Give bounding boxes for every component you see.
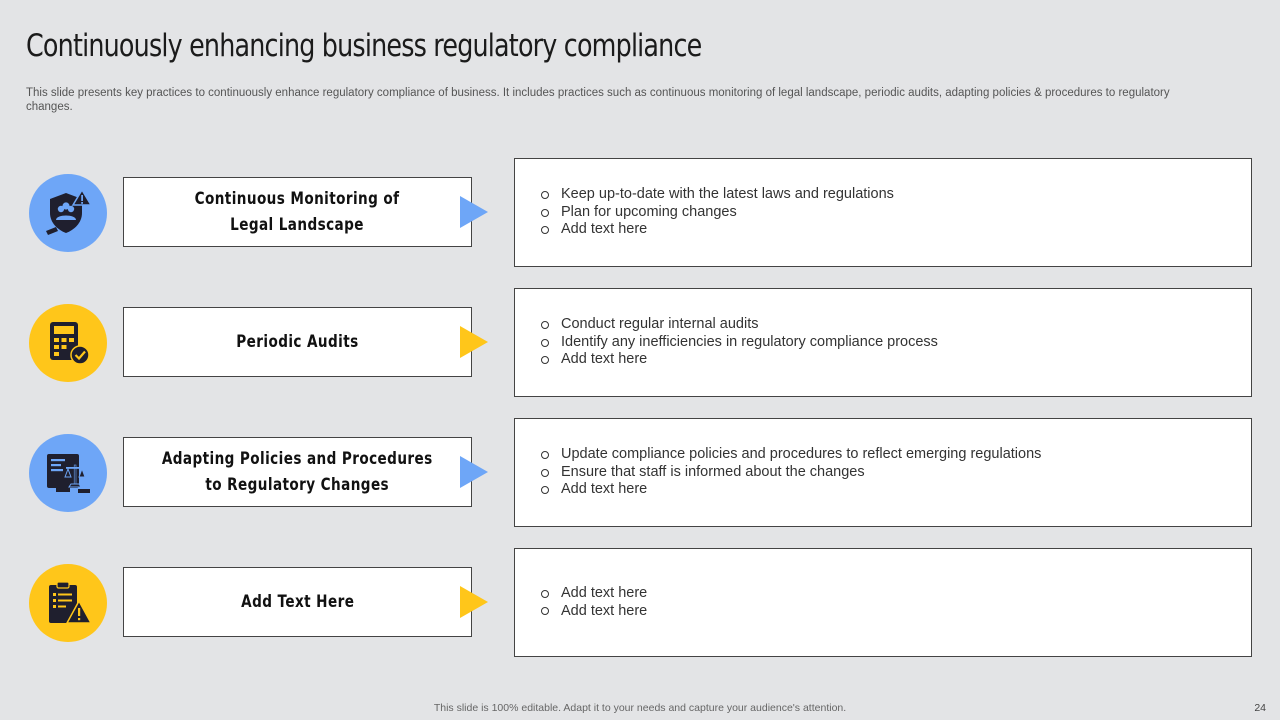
list-item: Identify any inefficiencies in regulatory compliance process (541, 334, 938, 352)
practice-row-policies (0, 418, 1280, 528)
practice-label-box (123, 307, 472, 377)
icon-circle (29, 174, 107, 252)
practice-row-add-text (0, 548, 1280, 658)
shield-people-warning-icon (44, 189, 92, 237)
practice-label: Adapting Policies and Procedures to Regulatory Changes (162, 449, 433, 495)
clipboard-warning-icon (44, 579, 92, 627)
list-item: Add text here (541, 481, 1041, 499)
arrow-right-icon (460, 586, 488, 618)
bullet-list (515, 446, 1041, 499)
circle-bullet-icon (541, 356, 549, 364)
circle-bullet-icon (541, 321, 549, 329)
circle-bullet-icon (541, 191, 549, 199)
bullet-list (515, 585, 647, 620)
practice-label-box (123, 177, 472, 247)
icon-circle (29, 304, 107, 382)
practice-detail-box (514, 418, 1252, 527)
circle-bullet-icon (541, 469, 549, 477)
calculator-check-icon (44, 319, 92, 367)
list-item: Ensure that staff is informed about the changes (541, 464, 1041, 482)
practice-detail-box (514, 158, 1252, 267)
bullet-list (515, 186, 894, 239)
practice-detail-box (514, 548, 1252, 657)
circle-bullet-icon (541, 226, 549, 234)
practice-row-monitoring (0, 158, 1280, 268)
practice-label: Continuous Monitoring of Legal Landscape (195, 189, 400, 235)
circle-bullet-icon (541, 209, 549, 217)
icon-circle (29, 434, 107, 512)
arrow-right-icon (460, 326, 488, 358)
practice-label: Add Text Here (240, 592, 355, 612)
list-item: Plan for upcoming changes (541, 204, 894, 222)
bullet-list (515, 316, 938, 369)
practice-detail-box (514, 288, 1252, 397)
list-item: Add text here (541, 221, 894, 239)
slide-title: Continuously enhancing business regulatory compliance (26, 28, 702, 64)
footer-note: This slide is 100% editable. Adapt it to your needs and capture your audience's attention. (433, 702, 847, 714)
practice-row-audits (0, 288, 1280, 398)
list-item: Add text here (541, 585, 647, 603)
circle-bullet-icon (541, 339, 549, 347)
list-item: Conduct regular internal audits (541, 316, 938, 334)
list-item: Keep up-to-date with the latest laws and regulations (541, 186, 894, 204)
arrow-right-icon (460, 196, 488, 228)
list-item: Add text here (541, 603, 647, 621)
arrow-right-icon (460, 456, 488, 488)
practice-label: Periodic Audits (236, 332, 359, 352)
practice-label-box (123, 567, 472, 637)
circle-bullet-icon (541, 451, 549, 459)
circle-bullet-icon (541, 590, 549, 598)
icon-circle (29, 564, 107, 642)
slide-subtitle: This slide presents key practices to continuously enhance regulatory compliance of business. It includes practices such as continuous monitoring of legal landscape, periodic audits, adapting policies & procedures to regulatory changes. (26, 87, 1170, 113)
list-item: Add text here (541, 351, 938, 369)
practice-label-box (123, 437, 472, 507)
page-number: 24 (1254, 702, 1266, 714)
list-item: Update compliance policies and procedures to reflect emerging regulations (541, 446, 1041, 464)
circle-bullet-icon (541, 607, 549, 615)
policy-scales-icon (44, 449, 92, 497)
circle-bullet-icon (541, 486, 549, 494)
